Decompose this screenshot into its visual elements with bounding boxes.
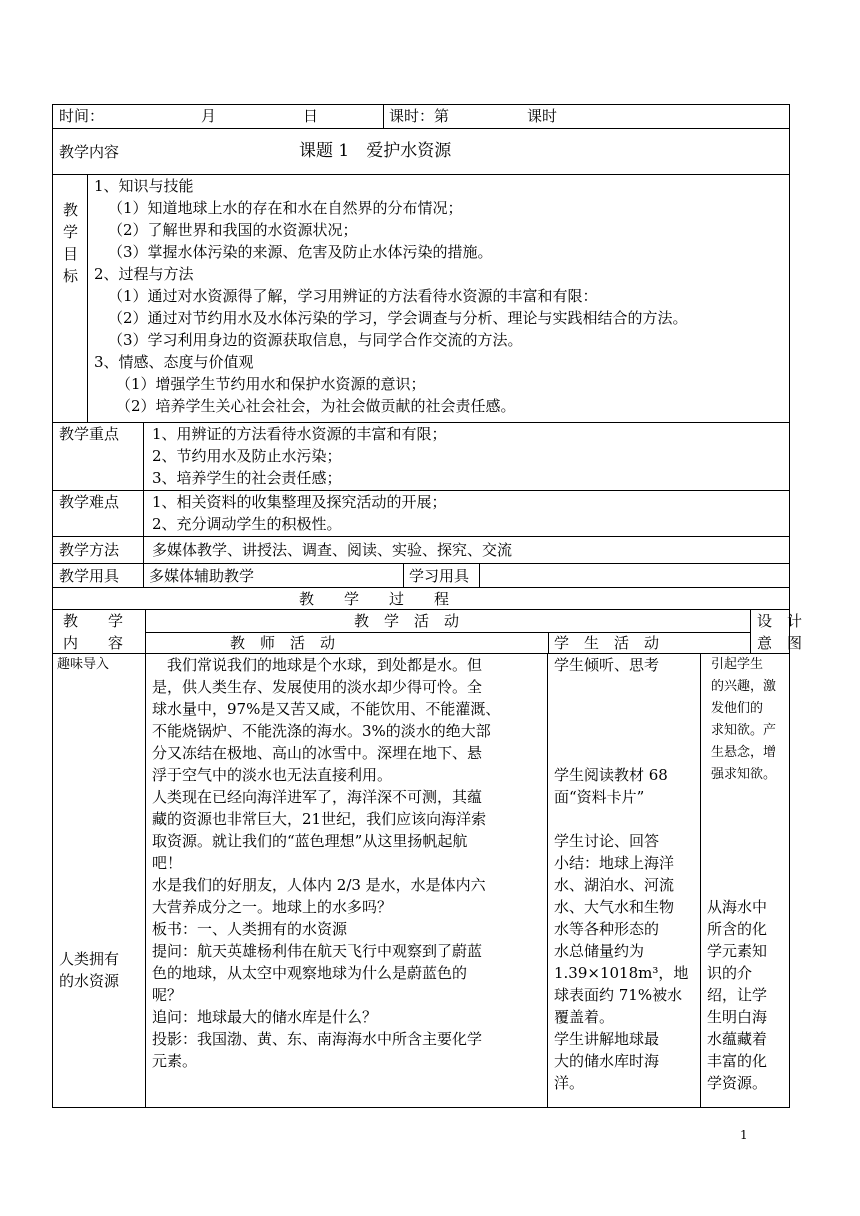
methods-content: 多媒体教学、讲授法、调查、阅读、实验、探究、交流	[143, 537, 789, 563]
difficulties-content: 1、相关资料的收集整理及探究活动的开展； 2、充分调动学生的积极性。	[143, 491, 789, 536]
process-body-row	[52, 653, 790, 1108]
section-labels	[53, 654, 145, 1107]
tools-row	[52, 563, 790, 587]
period-suffix: 课时	[527, 107, 558, 125]
col-student-header: 学 生 活 动	[554, 634, 660, 652]
process-title: 教 学 过 程	[299, 590, 450, 608]
content-label: 教学内容	[59, 143, 120, 161]
lesson-plan-table	[52, 104, 803, 1108]
col-teacher-header: 教 师 活 动	[230, 634, 336, 652]
col-activity-header: 教 学 活 动 教 师 活 动 学 生 活 动	[145, 610, 750, 653]
design-intent: 引起学生 的兴趣，激 发他们的 求知欲。产 生悬念，增 强求知欲。 从海水中 所含的化 学元素知 识的介 绍，让学 生明白海 水蕴藏着 丰富的化 学资源。	[700, 654, 789, 1107]
student-activity: 学生倾听、思考 学生阅读教材 68 面“资料卡片” 学生讨论、回答 小结：地球上海洋 水、湖泊水、河流 水、大气水和生物 水等各种形态的 水总储量约为 1.39×1018m³，地 球表面约 71%被水 覆盖着。 学生讲解地球最 大的储水库时海 洋。	[547, 654, 700, 1107]
day-label: 日	[303, 107, 319, 125]
col-content-header: 教 学 内 容	[63, 612, 124, 652]
section-intro-label: 趣味导入	[57, 657, 110, 672]
month-label: 月	[201, 107, 217, 125]
process-header-row	[52, 609, 803, 653]
col-design-header: 设 计 意 图	[750, 610, 789, 653]
key-points-content: 1、用辨证的方法看待水资源的丰富和有限； 2、节约用水及防止水污染； 3、培养学生的社会责任感；	[143, 423, 789, 490]
section-main-label-line1: 人类拥有	[59, 950, 120, 968]
page-number: 1	[740, 1128, 748, 1142]
difficulties-label: 教学难点	[59, 493, 120, 511]
header-row	[52, 104, 790, 128]
objectives-row	[52, 174, 790, 422]
difficulties-row	[52, 490, 790, 536]
study-tools-label: 学习用具	[409, 567, 470, 585]
teacher-activity: 我们常说我们的地球是个水球，到处都是水。但 是，供人类生存、发展使用的淡水却少得可怜。全 球水量中，97%是又苦又咸，不能饮用、不能灌溉、 不能烧锅炉、不能洗涤的海水。3%的淡水的绝大部 分又冻结在极地、高山的冰雪中。深埋在地下、悬 浮于空气中的淡水也无法直接利用。 人类现在已经向海洋进军了，海洋深不可测，其蕴 藏的资源也非常巨大，21世纪，我们应该向海洋索 取资源。就让我们的“蓝色理想”从这里扬帆起航 吧！ 水是我们的好朋友，人体内 2/3 是水，水是体内六 大营养成分之一。地球上的水多吗？ 板书：一、人类拥有的水资源 提问：航天英雄杨利伟在航天飞行中观察到了蔚蓝 色的地球，从太空中观察地球为什么是蔚蓝色的 呢？ 追问：地球最大的储水库是什么？ 投影：我国渤、黄、东、南海海水中所含主要化学 元素。	[145, 654, 547, 1107]
tools-label: 教学用具	[59, 567, 120, 585]
content-row	[52, 128, 790, 174]
objectives-label: 教 学 目 标	[63, 201, 79, 285]
section-main-label-line2: 的水资源	[59, 972, 120, 990]
process-title-row	[52, 587, 790, 609]
methods-row	[52, 536, 790, 563]
period-label: 课时：第	[389, 107, 450, 125]
tools-value: 多媒体辅助教学	[149, 567, 255, 585]
lesson-title: 课题 1 爱护水资源	[299, 141, 452, 161]
key-points-label: 教学重点	[59, 425, 120, 443]
key-points-row	[52, 422, 790, 490]
objectives-content: 1、知识与技能 （1）知道地球上水的存在和水在自然界的分布情况； （2）了解世界和我国的水资源状况； （3）掌握水体污染的来源、危害及防止水体污染的措施。 2、过程与方法 （1）通过对水资源得了解，学习用辨证的方法看待水资源的丰富和有限： （2）通过对节约用水及水体污染的学习，学会调查与分析、理论与实践相结合的方法。 （3）学习利用身边的资源获取信息，与同学合作交流的方法。 3、情感、态度与价值观 （1）增强学生节约用水和保护水资源的意识； （2）培养学生关心社会社会，为社会做贡献的社会责任感。	[87, 175, 789, 422]
time-label: 时间：	[59, 107, 105, 125]
methods-label: 教学方法	[59, 541, 120, 559]
